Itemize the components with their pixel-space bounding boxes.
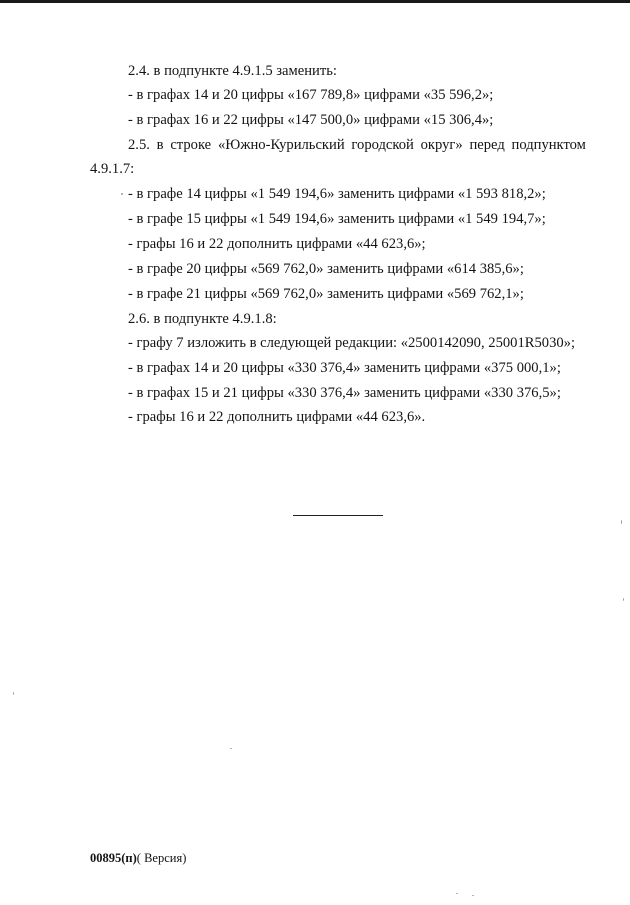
heading-word: 2.5. <box>128 137 150 153</box>
clause-2-5-heading-continued: 4.9.1.7: <box>90 161 135 177</box>
scan-speck <box>472 895 474 896</box>
heading-word: округ» <box>420 137 463 153</box>
scan-speck <box>456 893 458 894</box>
clause-2-4-item-2: - в графах 16 и 22 цифры «147 500,0» цифрами «15 306,4»; <box>128 112 494 128</box>
clause-2-5-heading <box>128 136 586 154</box>
clause-2-4-heading: 2.4. в подпункте 4.9.1.5 заменить: <box>128 63 337 79</box>
footer-version-label: ( Версия) <box>136 851 187 865</box>
scan-speck <box>230 748 232 749</box>
clause-2-5-item-1: - в графе 14 цифры «1 549 194,6» заменить цифрами «1 593 818,2»; <box>128 186 546 202</box>
heading-word: подпунктом <box>511 137 586 153</box>
clause-2-6-item-1: - графу 7 изложить в следующей редакции: «2500142090, 25001R5030»; <box>128 335 576 351</box>
clause-2-4-item-1: - в графах 14 и 20 цифры «167 789,8» цифрами «35 596,2»; <box>128 87 494 103</box>
clause-2-6-item-2: - в графах 14 и 20 цифры «330 376,4» заменить цифрами «375 000,1»; <box>128 360 561 376</box>
clause-2-5-item-4: - в графе 20 цифры «569 762,0» заменить цифрами «614 385,6»; <box>128 261 524 277</box>
clause-2-6-heading: 2.6. в подпункте 4.9.1.8: <box>128 311 277 327</box>
clause-2-6-item-3: - в графах 15 и 21 цифры «330 376,4» заменить цифрами «330 376,5»; <box>128 385 561 401</box>
clause-2-5-item-3: - графы 16 и 22 дополнить цифрами «44 623,6»; <box>128 236 426 252</box>
closing-separator-line <box>293 515 383 516</box>
scan-speck <box>121 193 123 195</box>
heading-word: в <box>156 137 164 153</box>
clause-2-5-item-2: - в графе 15 цифры «1 549 194,6» заменить цифрами «1 549 194,7»; <box>128 211 546 227</box>
footer-document-number: 00895(п) <box>90 851 137 865</box>
heading-word: перед <box>469 137 505 153</box>
heading-word: «Южно-Курильский <box>217 137 345 153</box>
heading-word: городской <box>351 137 414 153</box>
scan-speck <box>13 692 14 695</box>
scan-speck <box>623 598 624 601</box>
clause-2-6-item-4: - графы 16 и 22 дополнить цифрами «44 623,6». <box>128 409 426 425</box>
page-top-border <box>0 0 630 3</box>
scan-speck <box>621 520 622 524</box>
document-footer-code <box>90 850 186 866</box>
heading-word: строке <box>170 137 212 153</box>
clause-2-5-item-5: - в графе 21 цифры «569 762,0» заменить цифрами «569 762,1»; <box>128 286 524 302</box>
